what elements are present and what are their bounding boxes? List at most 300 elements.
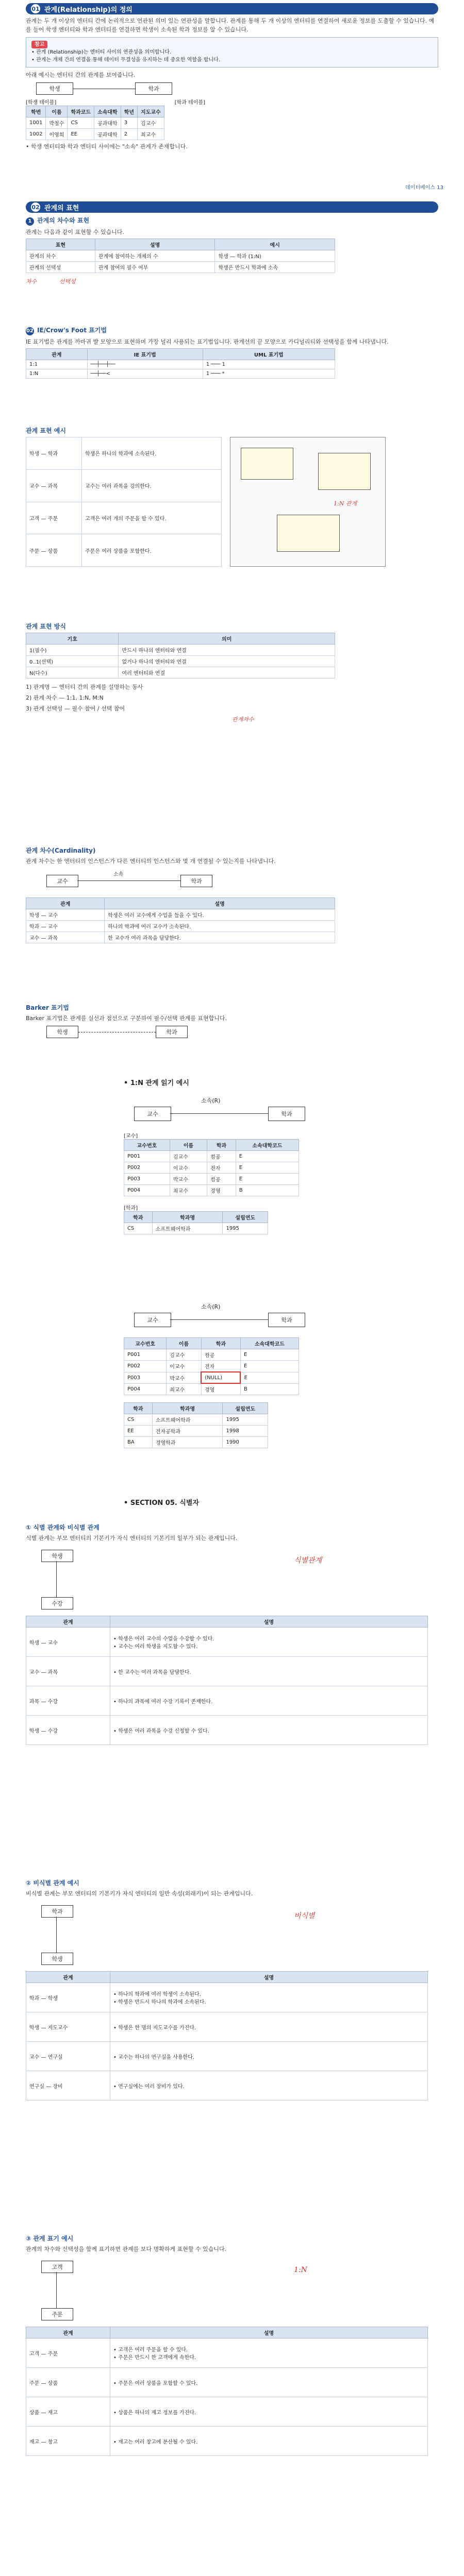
table-cell: E	[240, 1361, 299, 1372]
table-cell: E	[236, 1174, 299, 1185]
table-cell: 공과대학	[94, 129, 121, 140]
table-row	[124, 1162, 299, 1174]
table-cell: N(다수)	[26, 667, 119, 679]
table-header: 학년	[121, 106, 137, 117]
table-row	[26, 469, 222, 502]
data-table	[124, 1402, 268, 1448]
table-caption: [교수]	[124, 1133, 138, 1139]
table-header: 기호	[26, 633, 119, 645]
table-cell: BA	[124, 1437, 153, 1448]
example-1	[0, 1092, 464, 1293]
table-cell: 학생은 반드시 학과에 소속	[215, 262, 335, 273]
table-row	[26, 2071, 428, 2100]
note-box	[26, 37, 438, 67]
table-cell: • 학생은 여러 과목을 수강 신청할 수 있다.	[110, 1716, 428, 1745]
entity-box: 학과	[268, 1107, 305, 1121]
table-cell: 3	[121, 117, 137, 129]
table-cell: B	[240, 1383, 299, 1395]
table-cell: 2	[121, 129, 137, 140]
table-cell: 관계의 차수	[26, 250, 95, 262]
table-row	[26, 2338, 428, 2368]
table-cell: 컴공	[207, 1174, 236, 1185]
er-diagram	[26, 1900, 438, 1967]
table-cell: 고객 — 주문	[26, 502, 82, 534]
notes-section	[0, 1489, 464, 1510]
table-cell: 교수 — 과목	[26, 1657, 110, 1686]
table-header: 교수번호	[124, 1140, 170, 1151]
table-row	[26, 1657, 428, 1686]
table-row	[26, 2368, 428, 2397]
table-cell: 이영희	[46, 129, 68, 140]
table-row	[26, 932, 335, 943]
screenshot-figure	[230, 437, 386, 567]
table-row	[26, 360, 335, 369]
table-cell: 박교수	[167, 1372, 202, 1383]
table-cell: 컴공	[201, 1349, 240, 1361]
table-cell: ──┼──┼──	[87, 360, 203, 369]
handwritten-note: 선택성	[59, 278, 76, 285]
data-table	[26, 2327, 428, 2456]
data-table	[26, 1616, 428, 1745]
table-cell: 여러 엔터티와 연결	[119, 667, 335, 679]
data-table	[124, 1211, 268, 1234]
table-cell: 1:1	[26, 360, 88, 369]
table-header: 이름	[167, 1338, 202, 1349]
table-cell: 교수 — 연구실	[26, 2042, 110, 2071]
page-2	[0, 198, 464, 317]
table-cell: 하나의 학과에 여러 교수가 소속된다.	[105, 921, 335, 932]
table-cell: • 교수는 하나의 연구실을 사용한다.	[110, 2042, 428, 2071]
data-table	[26, 897, 335, 943]
table-cell: • 재고는 여러 창고에 분산될 수 있다.	[110, 2427, 428, 2456]
table-row	[26, 262, 335, 273]
identifier-page	[0, 2226, 464, 2571]
table-header: 설립연도	[223, 1212, 268, 1223]
table-cell: P004	[124, 1383, 167, 1395]
paragraph: 관계의 차수와 선택성을 함께 표기하면 관계를 보다 명확하게 표현할 수 있습니다.	[26, 2246, 227, 2252]
table-row	[124, 1426, 268, 1437]
subsection-heading: 관계 표현 방식	[26, 623, 66, 630]
table-cell: 학과 — 학생	[26, 1983, 110, 2012]
table-cell: 상품 — 재고	[26, 2397, 110, 2427]
table-row	[26, 502, 222, 534]
table-cell: 전자	[207, 1162, 236, 1174]
list-item: 1) 관계명 — 엔터티 간의 관계를 설명하는 동사	[26, 684, 143, 690]
identifier-page	[0, 1870, 464, 2215]
table-cell: • 하나의 과목에 여러 수강 기록이 존재한다.	[110, 1686, 428, 1716]
table-row	[26, 1983, 428, 2012]
table-cell: • 하나의 학과에 여러 학생이 소속된다. • 학생은 반드시 하나의 학과에 소속된다.	[110, 1983, 428, 2012]
uml-class-box	[241, 448, 293, 480]
relation-label: 소속	[113, 872, 124, 877]
data-table	[26, 239, 335, 273]
table-header: 학과명	[152, 1212, 223, 1223]
table-cell: 주문은 여러 상품을 포함한다.	[82, 534, 222, 567]
table-header: 학과	[201, 1338, 240, 1349]
table-cell: 학생 — 지도교수	[26, 2012, 110, 2042]
table-cell: 1995	[223, 1223, 268, 1234]
data-table	[26, 633, 335, 679]
list-item: 2) 관계 차수 — 1:1, 1:N, M:N	[26, 694, 104, 701]
table-cell: • 학생은 한 명의 지도교수를 가진다.	[110, 2012, 428, 2042]
table-cell: 재고 — 창고	[26, 2427, 110, 2456]
er-diagram	[124, 1095, 340, 1126]
handwritten-note: 1:N 관계	[334, 500, 357, 507]
table-cell: P002	[124, 1361, 167, 1372]
subsection-heading: ③ 관계 표기 예시	[26, 2235, 74, 2242]
table-header: 학과코드	[68, 106, 94, 117]
table-cell: 관계에 참여하는 개체의 수	[95, 250, 215, 262]
subsection-heading: ② 비식별 관계 예시	[26, 1879, 79, 1887]
entity-box: 주문	[41, 2308, 73, 2320]
table-cell: E	[240, 1372, 299, 1383]
list-item: 3) 관계 선택성 — 필수 참여 / 선택 참여	[26, 705, 125, 712]
table-row	[124, 1437, 268, 1448]
page-6	[0, 840, 464, 994]
table-cell: 학생은 여러 교수에게 수업을 들을 수 있다.	[105, 909, 335, 921]
section-header	[26, 3, 438, 14]
paragraph: 식별 관계는 부모 엔터티의 기본키가 자식 엔터티의 기본키의 일부가 되는 관계입니다.	[26, 1535, 238, 1541]
table-cell: P002	[124, 1162, 170, 1174]
data-table	[26, 1971, 428, 2100]
table-cell: 김교수	[167, 1349, 202, 1361]
table-header: 예시	[215, 239, 335, 250]
table-cell: P003	[124, 1174, 170, 1185]
table-header: 지도교수	[138, 106, 164, 117]
page-5	[0, 616, 464, 837]
table-cell: • 주문은 여러 상품을 포함할 수 있다.	[110, 2368, 428, 2397]
paragraph: 비식별 관계는 부모 엔터티의 기본키가 자식 엔터티의 일반 속성(외래키)이 되는 관계입니다.	[26, 1890, 253, 1897]
entity-box: 학생	[36, 82, 73, 95]
table-caption: [학과]	[124, 1206, 138, 1211]
table-header: 관계	[26, 349, 88, 360]
table-cell: • 한 교수는 여러 과목을 담당한다.	[110, 1657, 428, 1686]
table-row	[124, 1361, 299, 1372]
table-cell: ──┼──<	[87, 369, 203, 379]
data-table	[26, 106, 164, 140]
relation-line	[77, 880, 180, 881]
table-header: 이름	[46, 106, 68, 117]
table-row	[26, 2042, 428, 2071]
table-cell: • 학생은 여러 교수의 수업을 수강할 수 있다. • 교수는 여러 학생을 지도할 수 있다.	[110, 1628, 428, 1657]
subsection-title: IE/Crow's Foot 표기법	[37, 327, 107, 334]
entity-box: 고객	[41, 2261, 73, 2273]
section-title: 관계의 표현	[44, 204, 79, 212]
er-diagram	[46, 1026, 438, 1038]
table-cell: 소프트웨어학과	[152, 1414, 223, 1426]
table-row	[26, 1628, 428, 1657]
table-cell: • 고객은 여러 주문을 할 수 있다. • 주문은 반드시 한 고객에게 속한다.	[110, 2338, 428, 2368]
relation-line	[170, 1113, 268, 1114]
table-cell: 1 ─── 1	[203, 360, 335, 369]
table-header: 소속대학코드	[236, 1140, 299, 1151]
uml-class-box	[277, 515, 340, 552]
bullet-heading: • 1:N 관계 읽기 예시	[124, 1079, 189, 1087]
table-row	[26, 921, 335, 932]
table-cell: 1001	[26, 117, 46, 129]
table-cell: E	[240, 1349, 299, 1361]
table-header: 의미	[119, 633, 335, 645]
er-diagram	[26, 869, 438, 894]
table-row	[26, 1716, 428, 1745]
table-header: IE 표기법	[87, 349, 203, 360]
table-cell: 컴공	[207, 1151, 236, 1162]
table-cell: 최교수	[138, 129, 164, 140]
table-cell: 전자공학과	[152, 1426, 223, 1437]
table-cell: 김교수	[138, 117, 164, 129]
table-row	[26, 250, 335, 262]
paragraph: 관계 차수는 한 엔터티의 인스턴스가 다른 엔터티의 인스턴스와 몇 개 연결될 수 있는지를 나타냅니다.	[26, 858, 276, 865]
table-cell: 1990	[223, 1437, 268, 1448]
table-cell: E	[236, 1151, 299, 1162]
handwritten-note: 관계차수	[232, 716, 254, 723]
note-line: • 관계 (Relationship)는 엔터티 사이의 연관성을 의미합니다.	[31, 49, 172, 55]
entity-box: 학과	[180, 875, 212, 887]
table-cell: 공과대학	[94, 117, 121, 129]
data-table	[124, 1337, 299, 1395]
table-header: 설명	[110, 1972, 428, 1983]
er-diagram	[26, 1545, 438, 1612]
table-cell: 경영	[207, 1185, 236, 1196]
paragraph: IE 표기법은 관계를 까마귀 발 모양으로 표현하며 가장 널리 사용되는 표기법입니다. 관계선의 끝 모양으로 카디널리티와 선택성을 함께 나타냅니다.	[26, 338, 389, 345]
table-caption: [학과 테이블]	[174, 100, 205, 106]
relation-label: 소속(R)	[201, 1097, 221, 1104]
table-cell: 1(필수)	[26, 645, 119, 656]
table-cell: 학생 — 학과	[26, 437, 82, 470]
page-1	[0, 0, 464, 196]
entity-box: 교수	[46, 875, 78, 887]
table-header: 설명	[110, 2327, 428, 2338]
entity-box: 수강	[41, 1597, 73, 1609]
table-cell: 관계의 선택성	[26, 262, 95, 273]
page-number: 데이터베이스 13	[405, 185, 443, 191]
table-header: 소속대학코드	[240, 1338, 299, 1349]
table-row	[26, 1686, 428, 1716]
note-line: • 관계는 개체 간의 연결을 통해 데이터 무결성을 유지하는 데 중요한 역할을 합니다.	[31, 57, 221, 63]
data-table	[26, 348, 335, 379]
table-row	[124, 1383, 299, 1395]
table-row	[26, 534, 222, 567]
table-row	[26, 909, 335, 921]
entity-box: 학생	[41, 1953, 73, 1965]
table-cell: 없거나 하나의 엔터티와 연결	[119, 656, 335, 667]
table-cell: 전자	[201, 1361, 240, 1372]
er-diagram	[26, 2256, 438, 2323]
subsection-heading: ① 식별 관계와 비식별 관계	[26, 1524, 100, 1531]
table-cell: 1002	[26, 129, 46, 140]
table-cell: 과목 — 수강	[26, 1686, 110, 1716]
table-cell: 박교수	[170, 1174, 207, 1185]
table-row	[26, 369, 335, 379]
table-header: 교수번호	[124, 1338, 167, 1349]
entity-box: 학생	[46, 1026, 78, 1038]
table-row	[26, 667, 335, 679]
table-cell: EE	[68, 129, 94, 140]
data-table	[26, 437, 222, 567]
entity-box: 학과	[41, 1905, 73, 1918]
table-cell: 학생 — 학과 (1:N)	[215, 250, 335, 262]
table-header: 학과명	[152, 1403, 223, 1414]
bullet-heading: • SECTION 05. 식별자	[124, 1499, 200, 1507]
handwritten-note: 식별관계	[294, 1556, 322, 1565]
table-row	[26, 2012, 428, 2042]
entity-box: 학생	[41, 1550, 73, 1562]
entity-box: 교수	[134, 1313, 171, 1327]
relation-label: 소속(R)	[201, 1303, 221, 1310]
table-cell: P003	[124, 1372, 167, 1383]
number-badge: 1	[26, 217, 34, 226]
relation-line	[170, 1319, 268, 1320]
table-cell: • 상품은 하나의 재고 정보를 가진다.	[110, 2397, 428, 2427]
table-header: 관계	[26, 1972, 110, 1983]
table-cell: 고객은 여러 개의 주문을 할 수 있다.	[82, 502, 222, 534]
note-label: 참고	[31, 41, 47, 48]
table-cell: 학생은 하나의 학과에 소속된다.	[82, 437, 222, 470]
table-header: UML 표기법	[203, 349, 335, 360]
paragraph: 관계는 다음과 같이 표현할 수 있습니다.	[26, 229, 124, 235]
table-cell: 교수 — 과목	[26, 932, 105, 943]
table-header: 표현	[26, 239, 95, 250]
table-cell: 최교수	[170, 1185, 207, 1196]
entity-box: 학과	[135, 82, 172, 95]
table-cell: EE	[124, 1426, 153, 1437]
paragraph: Barker 표기법은 관계를 실선과 점선으로 구분하여 필수/선택 관계를 표현합니다.	[26, 1015, 227, 1022]
table-header: 학번	[26, 106, 46, 117]
table-cell: 경영학과	[152, 1437, 223, 1448]
subsection-title: 관계의 차수와 표현	[37, 217, 90, 224]
table-cell: 주문 — 상품	[26, 2368, 110, 2397]
example-2	[0, 1298, 464, 1484]
handwritten-note: 차수	[26, 278, 37, 285]
section-header	[26, 201, 438, 213]
table-cell: 1:N	[26, 369, 88, 379]
entity-box: 학과	[156, 1026, 188, 1038]
table-cell: E	[236, 1162, 299, 1174]
table-header: 설명	[110, 1616, 428, 1628]
table-cell: 0..1(선택)	[26, 656, 119, 667]
table-cell: 한 교수가 여러 과목을 담당한다.	[105, 932, 335, 943]
table-header: 이름	[170, 1140, 207, 1151]
table-header: 관계	[26, 1616, 110, 1628]
table-cell: 학생 — 교수	[26, 909, 105, 921]
table-header: 관계	[26, 2327, 110, 2338]
notes-section	[0, 1069, 464, 1090]
table-cell: CS	[68, 117, 94, 129]
table-row	[26, 2427, 428, 2456]
table-cell: 반드시 하나의 엔터티와 연결	[119, 645, 335, 656]
table-cell: 학과 — 교수	[26, 921, 105, 932]
table-cell: 연구실 — 장비	[26, 2071, 110, 2100]
relation-line	[56, 1561, 57, 1597]
table-header: 설립연도	[223, 1403, 268, 1414]
er-diagram	[124, 1301, 340, 1332]
table-cell: P001	[124, 1349, 167, 1361]
subsection-heading: 관계 표현 예시	[26, 427, 66, 434]
table-cell: 박철수	[46, 117, 68, 129]
table-cell: 이교수	[167, 1361, 202, 1372]
table-cell: (NULL)	[201, 1372, 240, 1383]
paragraph: 관계는 두 개 이상의 엔터티 간에 논리적으로 연관된 의미 있는 연관성을 말합니다. 관계를 통해 두 개 이상의 엔터티를 연결하여 새로운 정보를 도출할 수 있습니다. 예를 들어 학생 엔터티와 학과 엔터티를 연결하면 학생이 소속된 학과 정보를 알 수 있습니다.	[26, 18, 435, 33]
uml-class-box	[318, 453, 371, 490]
table-header: 설명	[105, 898, 335, 909]
section-number: 01	[31, 4, 40, 13]
subsection-heading	[26, 216, 438, 226]
entity-box: 학과	[268, 1313, 305, 1327]
subsection-heading	[26, 326, 438, 335]
table-row	[124, 1349, 299, 1361]
table-cell: 소프트웨어학과	[152, 1223, 223, 1234]
section-number: 02	[31, 202, 40, 212]
section-title: 관계(Relationship)의 정의	[44, 6, 132, 14]
table-row	[124, 1414, 268, 1426]
data-table	[124, 1139, 299, 1196]
identifier-page	[0, 1515, 464, 1860]
table-header: 소속대학	[94, 106, 121, 117]
table-row	[124, 1372, 299, 1383]
table-row	[26, 645, 335, 656]
table-cell: 관계 참여의 필수 여부	[95, 262, 215, 273]
table-cell: 1998	[223, 1426, 268, 1437]
table-cell: 교수 — 과목	[26, 469, 82, 502]
page-7	[0, 997, 464, 1064]
table-cell: 교수는 여러 과목을 강의한다.	[82, 469, 222, 502]
table-row	[124, 1174, 299, 1185]
er-diagram	[36, 82, 438, 95]
table-cell: 1995	[223, 1414, 268, 1426]
entity-box: 교수	[134, 1107, 171, 1121]
table-row	[26, 656, 335, 667]
paragraph: 아래 예시는 엔터티 간의 관계를 보여줍니다.	[26, 72, 136, 78]
table-cell: CS	[124, 1223, 153, 1234]
table-cell: 김교수	[170, 1151, 207, 1162]
paragraph: • 학생 엔터티와 학과 엔터티 사이에는 "소속" 관계가 존재합니다.	[26, 143, 188, 150]
table-header: 설명	[95, 239, 215, 250]
table-row	[124, 1223, 268, 1234]
page-3	[0, 319, 464, 417]
table-header: 학과	[124, 1212, 153, 1223]
subsection-heading: 관계 차수(Cardinality)	[26, 847, 96, 854]
table-cell: 1 ─── *	[203, 369, 335, 379]
table-row	[26, 2397, 428, 2427]
table-cell: CS	[124, 1414, 153, 1426]
handwritten-note: 비식별	[294, 1912, 315, 1920]
table-cell: • 연구실에는 여러 장비가 있다.	[110, 2071, 428, 2100]
table-cell: 이교수	[170, 1162, 207, 1174]
table-row	[26, 117, 164, 129]
number-badge: 02	[26, 327, 34, 335]
table-header: 학과	[207, 1140, 236, 1151]
table-cell: 학생 — 수강	[26, 1716, 110, 1745]
table-cell: B	[236, 1185, 299, 1196]
table-row	[124, 1185, 299, 1196]
table-header: 관계	[26, 898, 105, 909]
table-row	[26, 437, 222, 470]
subsection-heading: Barker 표기법	[26, 1004, 69, 1011]
handwritten-note: 1:N	[294, 2266, 307, 2274]
table-row	[124, 1151, 299, 1162]
table-cell: 주문 — 상품	[26, 534, 82, 567]
table-cell: 경영	[201, 1383, 240, 1395]
table-row	[26, 129, 164, 140]
table-cell: P004	[124, 1185, 170, 1196]
table-cell: 고객 — 주문	[26, 2338, 110, 2368]
page-4	[0, 420, 464, 611]
table-header: 학과	[124, 1403, 153, 1414]
table-cell: P001	[124, 1151, 170, 1162]
table-cell: 학생 — 교수	[26, 1628, 110, 1657]
table-cell: 최교수	[167, 1383, 202, 1395]
relation-line	[56, 2272, 57, 2308]
